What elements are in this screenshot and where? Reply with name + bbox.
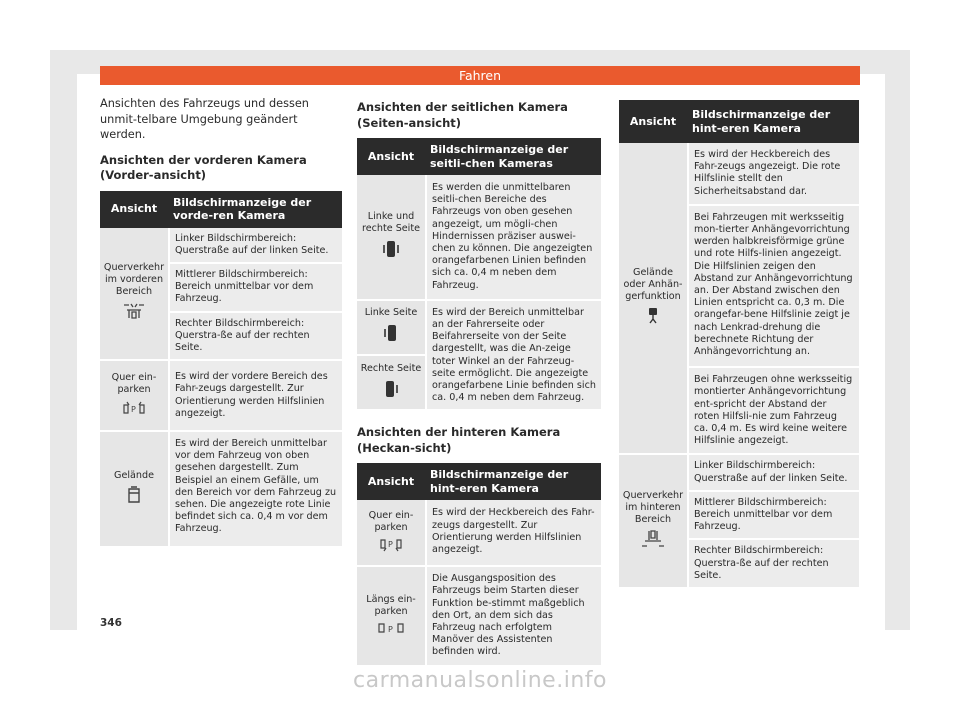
view-cell	[100, 228, 168, 362]
table-row	[357, 301, 601, 356]
svg-text:P: P	[388, 625, 393, 635]
desc-cell: Mittlerer Bildschirmbereich: Bereich unmittelbar vor dem Fahrzeug.	[687, 492, 859, 541]
table-row	[619, 143, 859, 206]
view-label: Linke Seite	[364, 307, 418, 319]
table-row	[357, 175, 601, 301]
table-row	[357, 567, 601, 666]
desc-cell: Die Ausgangsposition des Fahrzeugs beim Starten dieser Funktion be-stimmt maßgeblich den Ort, an dem sich das Fahrzeug nach erfolgtem Manöver des Assistenten befinden wird.	[425, 567, 601, 666]
column-1	[100, 96, 342, 548]
page-number: 346	[100, 617, 122, 629]
view-label: Gelände	[114, 469, 154, 481]
view-label: Querverkehr im hinteren Bereich	[622, 489, 684, 526]
watermark: carmanualsonline.info	[353, 668, 607, 693]
col-header-display: Bildschirmanzeige der hint-eren Kamera	[425, 463, 601, 500]
table-row	[100, 432, 342, 548]
offroad-front-icon	[127, 486, 141, 508]
col-header-display: Bildschirmanzeige der vorde-ren Kamera	[168, 191, 342, 228]
col-header-view: Ansicht	[619, 100, 687, 143]
view-cell	[619, 455, 687, 589]
column-3	[619, 96, 859, 589]
view-label: Gelände oder Anhän-gerfunktion	[623, 266, 683, 303]
trailer-icon	[646, 307, 660, 329]
parking-front-icon	[123, 401, 145, 419]
view-cell	[100, 432, 168, 548]
desc-cell: Rechter Bildschirmbereich: Querstra-ße auf der rechten Seite.	[168, 313, 342, 362]
heading-rear-camera: Ansichten der hinteren Kamera (Heckan-sicht)	[357, 425, 561, 455]
view-cell	[619, 143, 687, 455]
desc-cell: Bei Fahrzeugen ohne werksseitig montierter Anhängevorrichtung ent-spricht der Abstand der roten Hilfsli-nie zum Fahrzeug ca. 0,4 m. Es wird keine weitere Hilfslinie angezeigt.	[687, 368, 859, 455]
side-camera-table	[357, 138, 601, 411]
table-row	[619, 455, 859, 491]
col-header-display: Bildschirmanzeige der seitli-chen Kameras	[425, 138, 601, 175]
left-side-icon	[383, 323, 399, 347]
view-label: Linke und rechte Seite	[361, 210, 421, 234]
desc-cell: Bei Fahrzeugen mit werksseitig mon-tierter Anhängevorrichtung werden halbkreisförmige grüne und rote Hilfs-linien angezeigt. Die Hilfslinien zeigen den Abstand zur Anhängevorrichtung an. Der Abstand zwischen den Linien entspricht ca. 0,3 m. Die orangefar-bene Hilfslinie zeigt je nach Lenkrad-drehung die berechnete Richtung der Anhängevorrichtung an.	[687, 206, 859, 368]
desc-cell: Rechter Bildschirmbereich: Querstra-ße auf der rechten Seite.	[687, 540, 859, 589]
desc-cell: Linker Bildschirmbereich: Querstraße auf der linken Seite.	[687, 455, 859, 491]
desc-cell: Linker Bildschirmbereich: Querstraße auf der linken Seite.	[168, 228, 342, 264]
column-2	[357, 96, 601, 667]
view-label: Querverkehr im vorderen Bereich	[103, 261, 165, 298]
view-cell	[100, 361, 168, 432]
rear-camera-table-continued	[619, 100, 859, 589]
svg-text:P: P	[131, 404, 136, 414]
parallel-parking-icon	[378, 622, 404, 638]
table-row	[100, 361, 342, 432]
svg-text:P: P	[388, 539, 393, 549]
cross-traffic-rear-icon	[641, 530, 665, 552]
view-cell	[357, 301, 425, 356]
col-header-display: Bildschirmanzeige der hint-eren Kamera	[687, 100, 859, 143]
parking-rear-icon	[380, 538, 402, 556]
view-cell	[357, 567, 425, 666]
desc-cell: Es wird der Heckbereich des Fahr-zeugs dargestellt. Zur Orientierung werden Hilfslinien angezeigt.	[425, 500, 601, 567]
view-cell	[357, 500, 425, 567]
section-header: Fahren	[100, 66, 860, 85]
desc-cell: Es wird der Heckbereich des Fahr-zeugs angezeigt. Die rote Hilfslinie stellt den Sicherheitsabstand dar.	[687, 143, 859, 206]
col-header-view: Ansicht	[357, 138, 425, 175]
desc-cell: Es wird der vordere Bereich des Fahr-zeugs dargestellt. Zur Orientierung werden Hilfslinien angezeigt.	[168, 361, 342, 432]
heading-side-camera: Ansichten der seitlichen Kamera (Seiten-ansicht)	[357, 100, 568, 130]
desc-cell: Es werden die unmittelbaren seitli-chen Bereiche des Fahrzeugs von oben gesehen angezeigt, um mögli-chen Hindernissen präziser auswei-chen zu können. Die angezeigten orangefarbenen Linien befinden sich ca. 0,4 m neben dem Fahrzeug.	[425, 175, 601, 301]
view-label: Quer ein-parken	[368, 509, 414, 533]
cross-traffic-front-icon	[123, 303, 145, 323]
intro-text: Ansichten des Fahrzeugs und dessen unmit-telbare Umgebung geändert werden.	[100, 97, 309, 141]
both-sides-icon	[383, 239, 399, 263]
table-row	[100, 228, 342, 264]
view-cell	[357, 356, 425, 411]
rear-camera-table	[357, 463, 601, 666]
desc-cell: Es wird der Bereich unmittelbar vor dem Fahrzeug von oben gesehen dargestellt. Zum Beispiel an einem Gefälle, um den Bereich vor dem Fahrzeug zu sehen. Die angezeigte rote Linie befindet sich ca. 0,4 m vor dem Fahrzeug.	[168, 432, 342, 548]
view-cell	[357, 175, 425, 301]
table-row	[357, 500, 601, 567]
view-label: Längs ein-parken	[366, 593, 416, 617]
view-label: Rechte Seite	[360, 362, 422, 374]
front-camera-table	[100, 191, 342, 548]
desc-cell: Es wird der Bereich unmittelbar an der Fahrerseite oder Beifahrerseite von der Seite dargestellt, was die An-zeige toter Winkel an der Fahrzeug-seite ermöglicht. Die angezeigte orangefarbene Linie befinden sich ca. 0,4 m neben dem Fahrzeug.	[425, 301, 601, 412]
view-label: Quer ein-parken	[111, 372, 157, 396]
desc-cell: Mittlerer Bildschirmbereich: Bereich unmittelbar vor dem Fahrzeug.	[168, 264, 342, 313]
heading-front-camera: Ansichten der vorderen Kamera (Vorder-ansicht)	[100, 152, 307, 182]
right-side-icon	[383, 379, 399, 403]
col-header-view: Ansicht	[100, 191, 168, 228]
col-header-view: Ansicht	[357, 463, 425, 500]
